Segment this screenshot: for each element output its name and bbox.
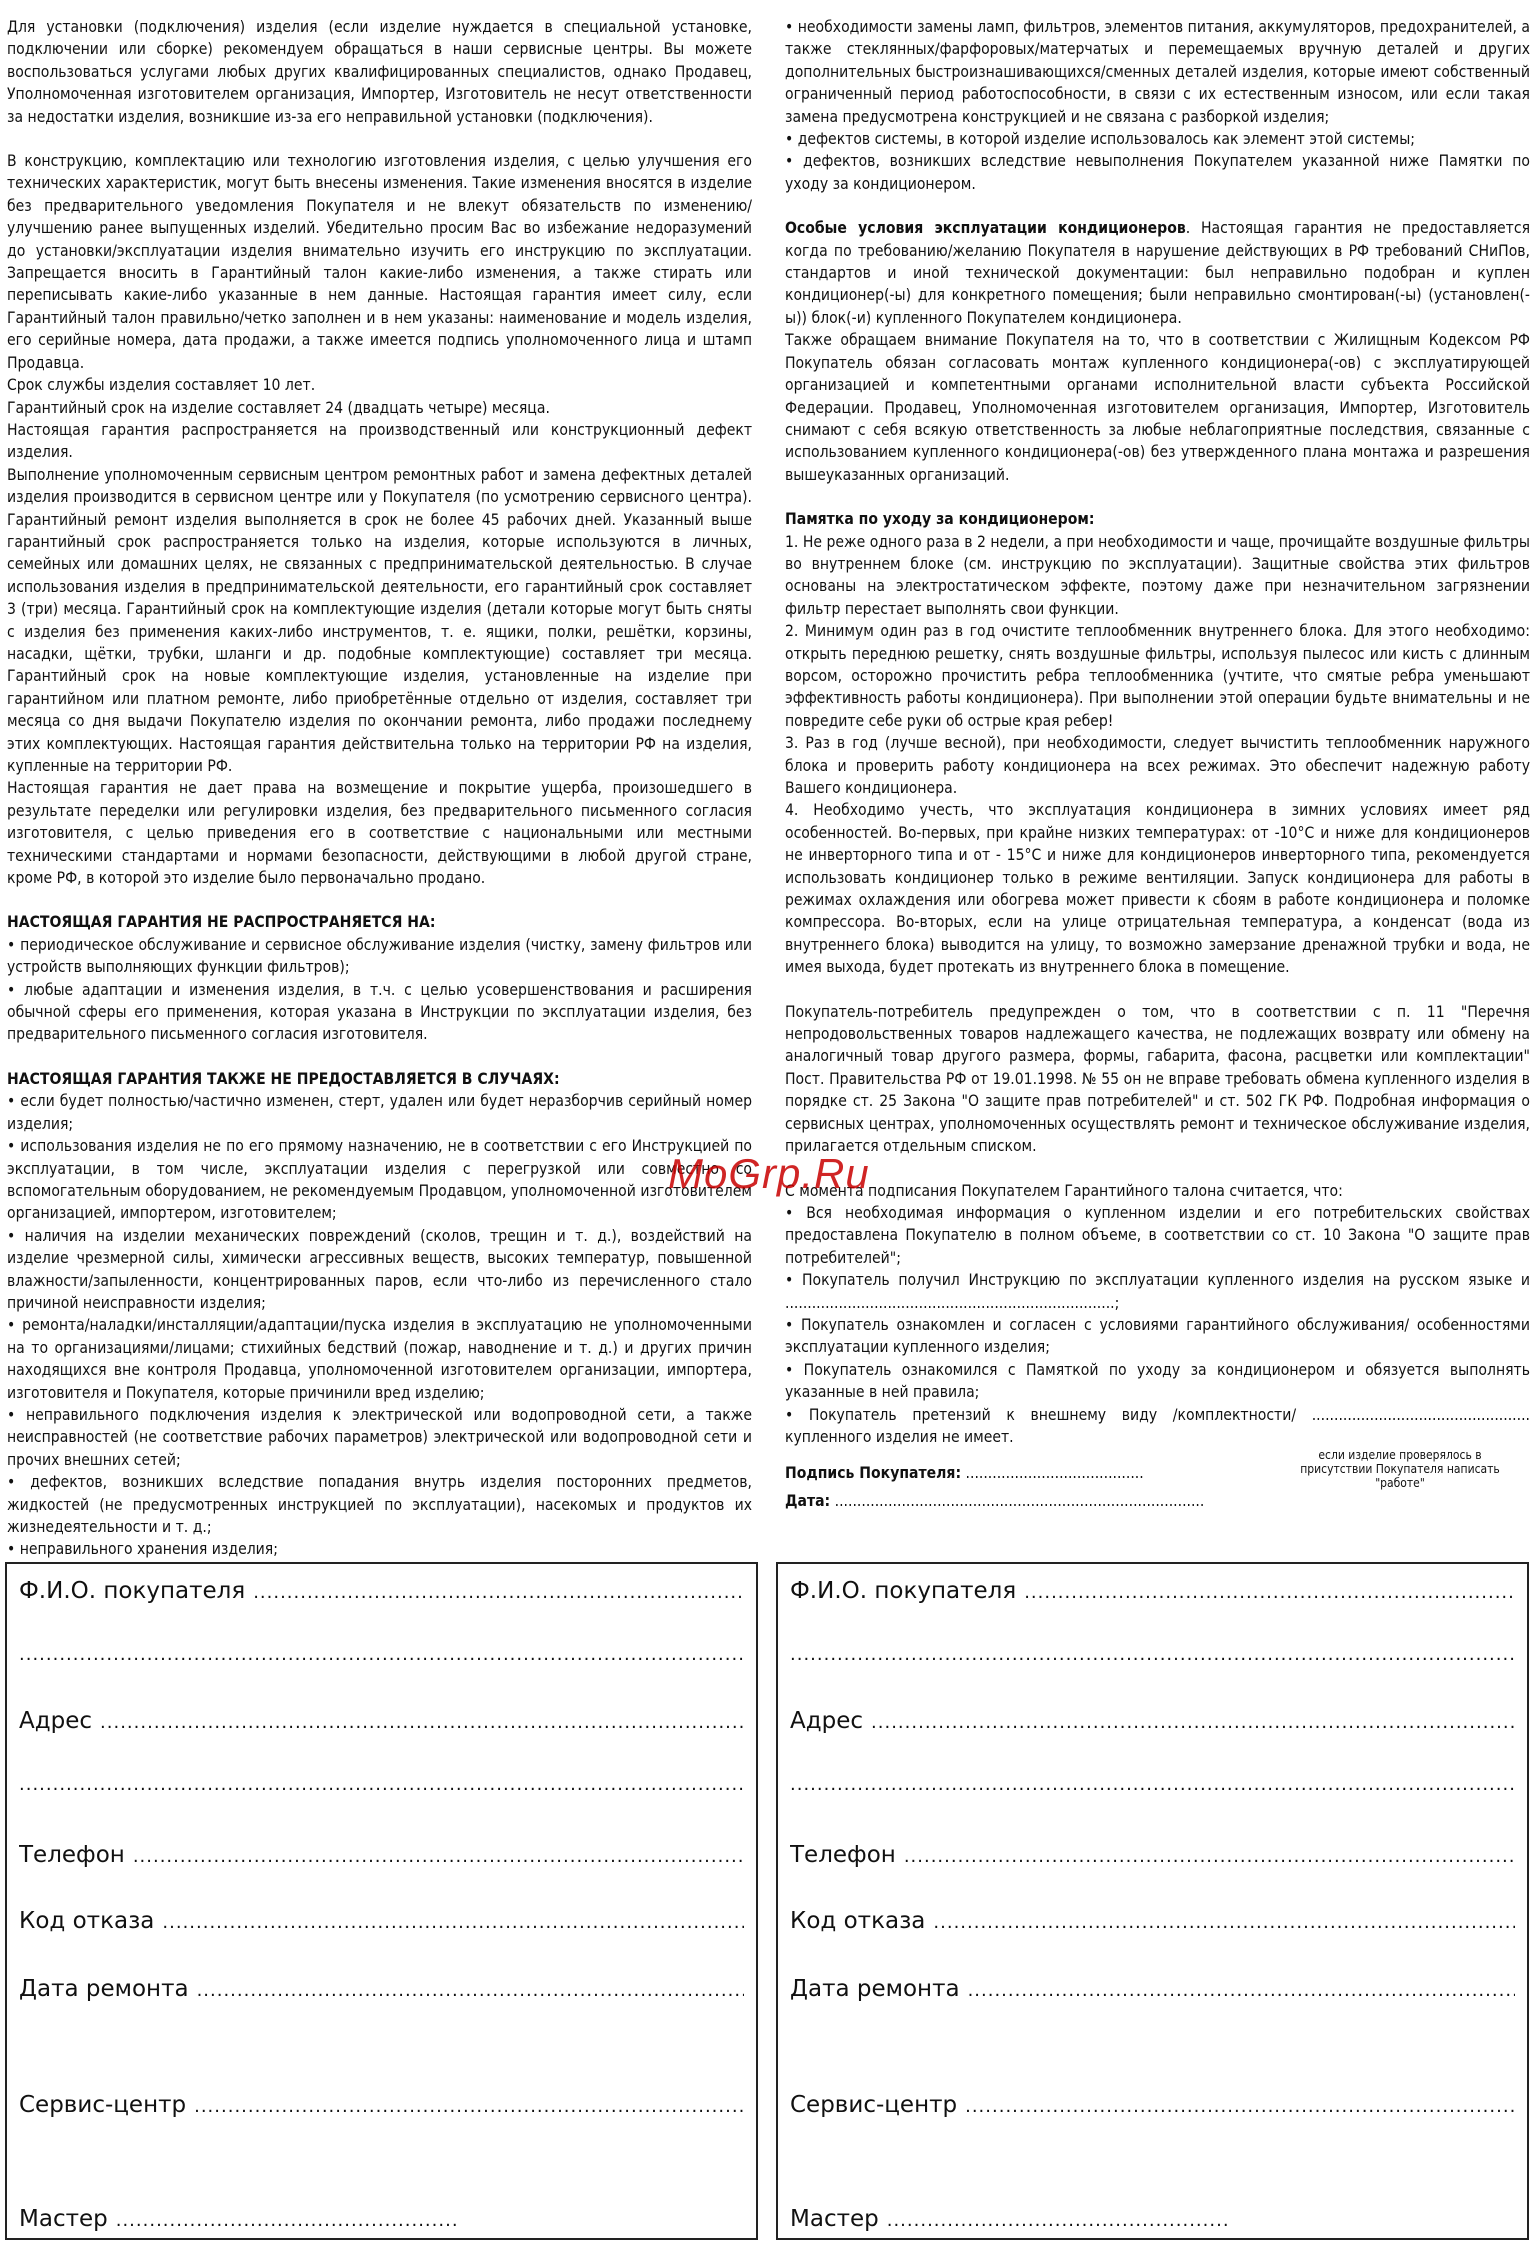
list-item: 2. Минимум один раз в год очистите теплообменник внутреннего блока. Для этого необходимо: открыть переднюю решетку, снять воздушные фильтры, используя пылесос или кисть с длинным ворсом, осторожно прочистить ребра теплообменника (учтите, что смятые ребра уменьшают эффективность работы кондиционера). При выполнении этой операции будьте внимательны и не повредите себе руки об острые края ребер! xyxy=(785,622,1530,730)
signature-line[interactable] xyxy=(785,1462,1144,1484)
paragraph: Гарантийный срок на изделие составляет 24 (двадцать четыре) месяца. xyxy=(7,398,550,417)
fault-code-field[interactable] xyxy=(19,1908,744,1934)
paragraph: Настоящая гарантия не дает права на возмещение и покрытие ущерба, произошедшего в результате переделки или регулировки изделия, без предварительного письменного согласия изготовителя, с целью приведения его в соответствие с национальными или местными техническими стандартами и нормами безопасности, действующими в любой другой стране, кроме РФ, в которой это изделие было первоначально продано. xyxy=(7,779,752,888)
paragraph: Покупатель-потребитель предупрежден о том, что в соответствии с п. 11 "Перечня непродовольственных товаров надлежащего качества, не подлежащих возврату или обмену на аналогичный товар другого размера, формы, габарита, фасона, расцветки или комплектации" Пост. Правительства РФ от 19.01.1998. № 55 он не вправе требовать обмена купленного изделия в порядке ст. 25 Закона "О защите прав потребителей" и ст. 502 ГК РФ. Подробная информация о сервисных центрах, уполномоченных осуществлять ремонт и техническое обслуживание изделия, прилагается отдельным списком. xyxy=(785,1002,1530,1156)
repair-date-field[interactable] xyxy=(19,1976,744,2002)
field-label: Ф.И.О. покупателя xyxy=(790,1578,1017,1604)
service-center-field[interactable] xyxy=(19,2092,744,2118)
list-item: • Покупатель ознакомился с Памяткой по уходу за кондиционером и обязуется выполнять указанные в ней правила; xyxy=(785,1360,1530,1402)
paragraph xyxy=(785,217,1530,329)
field-dots xyxy=(790,1774,1515,1795)
field-dots xyxy=(197,1980,744,2001)
field-label: Код отказа xyxy=(790,1908,926,1934)
list-item: • дефектов, возникших вследствие попадания внутрь изделия посторонних предметов, жидкостей (не предусмотренных инструкцией по эксплуатации), насекомых и продуктов их жизнедеятельности и т. д.; xyxy=(7,1473,752,1536)
paragraph: Для установки (подключения) изделия (если изделие нуждается в специальной установке, подключении или сборке) рекомендуем обращаться в наши сервисные центры. Вы можете воспользоваться услугами любых других квалифицированных специалистов, однако Продавец, Уполномоченная изготовителем организация, Импортер, Изготовитель не несут ответственности за недостатки изделия, возникшие из-за его неправильной установки (подключения). xyxy=(7,18,752,126)
field-dots xyxy=(162,1912,744,1933)
signature-label: Подпись Покупателя: xyxy=(785,1464,962,1483)
list-item: • если будет полностью/частично изменен, стерт, удален или будет неразборчив серийный номер изделия; xyxy=(7,1092,752,1133)
field-label: Дата ремонта xyxy=(790,1976,960,2002)
master-field[interactable] xyxy=(19,2206,744,2232)
signature-note: если изделие проверялось в присутствии Покупателя написать "работе" xyxy=(1300,1448,1500,1491)
left-text-column xyxy=(7,16,752,1561)
right-text-column xyxy=(785,16,1530,1513)
section-heading: НАСТОЯЩАЯ ГАРАНТИЯ ТАКЖЕ НЕ ПРЕДОСТАВЛЯЕТСЯ В СЛУЧАЯХ: xyxy=(7,1069,560,1088)
list-item: • дефектов системы, в которой изделие использовалось как элемент этой системы; xyxy=(785,130,1416,149)
fault-code-field[interactable] xyxy=(790,1908,1515,1934)
phone-field[interactable] xyxy=(790,1842,1515,1868)
list-item: • Покупатель ознакомлен и согласен с условиями гарантийного обслуживания/ особенностями эксплуатации купленного изделия; xyxy=(785,1315,1530,1357)
paragraph: Настоящая гарантия распространяется на производственный или конструкционный дефект изделия. xyxy=(7,420,752,462)
field-label: Мастер xyxy=(790,2206,879,2232)
field-dots xyxy=(19,1644,744,1665)
field-label: Телефон xyxy=(790,1842,896,1868)
field-dots xyxy=(887,2210,1227,2231)
field-dots xyxy=(871,1712,1515,1733)
section-heading: Памятка по уходу за кондиционером: xyxy=(785,510,1095,529)
paragraph: Также обращаем внимание Покупателя на то, что в соответствии с Жилищным Кодексом РФ Покупатель обязан согласовать монтаж купленного кондиционера(-ов) с эксплуатирующей организацией и компетентными органами исполнительной власти субъекта Российской Федерации. Продавец, Уполномоченная изготовителем организация, Импортер, Изготовитель снимают с себя всякую ответственность за любые неблагоприятные последствия, связанные с использованием купленного кондиционера(-ов) без утвержденного плана монтажа и разрешения вышеуказанных организаций. xyxy=(785,331,1530,484)
field-label: Ф.И.О. покупателя xyxy=(19,1578,246,1604)
field-dots xyxy=(253,1582,744,1603)
watermark: MoGrp.Ru xyxy=(668,1150,870,1197)
signature-row xyxy=(785,1448,1530,1491)
field-label: Мастер xyxy=(19,2206,108,2232)
paragraph: Срок службы изделия составляет 10 лет. xyxy=(7,376,316,395)
inline-heading: Особые условия эксплуатации кондиционеров xyxy=(785,219,1186,238)
list-item: • Вся необходимая информация о купленном изделии и его потребительских свойствах предоставлена Покупателю в полном объеме, в соответствии со ст. 10 Закона "О защите прав потребителей"; xyxy=(785,1203,1530,1267)
field-label: Код отказа xyxy=(19,1908,155,1934)
address-field[interactable] xyxy=(19,1708,744,1734)
field-label: Дата ремонта xyxy=(19,1976,189,2002)
service-center-field[interactable] xyxy=(790,2092,1515,2118)
repair-date-field[interactable] xyxy=(790,1976,1515,2002)
field-dots xyxy=(933,1912,1515,1933)
date-dots: ................................................................................... xyxy=(834,1492,1205,1511)
list-item: 4. Необходимо учесть, что эксплуатация кондиционера в зимних условиях имеет ряд особенностей. Во-первых, при крайне низких температурах: от -10°С и ниже для кондиционеров не инверторного типа и от - 15°С и ниже для кондиционеров инверторного типа, рекомендуется использовать кондиционер только в режиме вентиляции. Запуск кондиционера для работы в режимах охлаждения или обогрева может привести к сбоям в работе кондиционера и поломке компрессора. Во-вторых, если на улице отрицательная температура, а конденсат (вода из внутреннего блока) выводится на улицу, то возможно замерзание дренажной трубки и вода, не имея выхода, будет протекать из внутреннего блока в помещение. xyxy=(785,801,1530,977)
section-heading: НАСТОЯЩАЯ ГАРАНТИЯ НЕ РАСПРОСТРАНЯЕТСЯ НА: xyxy=(7,913,436,932)
repair-card-right xyxy=(776,1562,1529,2240)
field-label: Адрес xyxy=(790,1708,864,1734)
list-item: • периодическое обслуживание и сервисное обслуживание изделия (чистку, замену фильтров или устройств выполняющих функции фильтров); xyxy=(7,935,752,977)
field-dots xyxy=(790,1644,1515,1665)
field-label: Телефон xyxy=(19,1842,125,1868)
signature-dots: ........................................ xyxy=(965,1464,1144,1483)
list-item: • Покупатель получил Инструкцию по эксплуатации купленного изделия на русском языке и ..........................................................................; xyxy=(785,1271,1530,1312)
field-label: Сервис-центр xyxy=(790,2092,958,2118)
list-item: • неправильного подключения изделия к электрической или водопроводной сети, а также неисправностей (не соответствие рабочих параметров) электрической или водопроводной сети и прочих внешних сетей; xyxy=(7,1405,752,1469)
field-label: Сервис-центр xyxy=(19,2092,187,2118)
address-field-continued[interactable] xyxy=(19,1774,744,1795)
fio-field[interactable] xyxy=(19,1578,744,1604)
repair-card-left xyxy=(5,1562,758,2240)
list-item: 1. Не реже одного раза в 2 недели, а при необходимости и чаще, прочищайте воздушные фильтры во внутреннем блоке (см. инструкцию по эксплуатации). Защитные свойства этих фильтров основаны на электростатическом эффекте, поэтому даже при незначительном загрязнении фильтр перестает выполнять свои функции. xyxy=(785,532,1530,618)
field-dots xyxy=(133,1846,744,1867)
fio-field-continued[interactable] xyxy=(19,1644,744,1665)
paragraph: В конструкцию, комплектацию или технологию изготовления изделия, с целью улучшения его технических характеристик, могут быть внесены изменения. Такие изменения вносятся в изделие без предварительного уведомления Покупателя и не влекут обязательств по изменению/улучшению ранее выпущенных изделий. Убедительно просим Вас во избежание недоразумений до установки/эксплуатации изделия внимательно изучить его инструкцию по эксплуатации. Запрещается вносить в Гарантийный талон какие-либо изменения, а также стирать или переписывать какие-либо указанные в нем данные. Настоящая гарантия имеет силу, если Гарантийный талон правильно/четко заполнен и в нем указаны: наименование и модель изделия, его серийные номера, дата продажи, а также имеется подпись уполномоченного лица и штамп Продавца. xyxy=(7,152,752,372)
list-item: • ремонта/наладки/инсталляции/адаптации/пуска изделия в эксплуатацию не уполномоченными на то организациями/лицами; стихийных бедствий (пожар, наводнение и т. д.) и других причин находящихся вне контроля Продавца, уполномоченной изготовителем организации, импортера, изготовителя и Покупателя, которые причинили вред изделию; xyxy=(7,1316,752,1402)
paragraph: С момента подписания Покупателем Гарантийного талона считается, что: xyxy=(785,1181,1343,1200)
field-dots xyxy=(904,1846,1515,1867)
field-dots xyxy=(1024,1582,1515,1603)
field-dots xyxy=(100,1712,744,1733)
list-item: • использования изделия не по его прямому назначению, не в соответствии с его Инструкцией по эксплуатации, в том числе, эксплуатации изделия с перегрузкой или совместно со вспомогательным оборудованием, не рекомендуемым Продавцом, уполномоченной изготовителем организацией, импортером, изготовителем; xyxy=(7,1137,752,1223)
field-dots xyxy=(194,2096,744,2117)
address-field[interactable] xyxy=(790,1708,1515,1734)
paragraph: Выполнение уполномоченным сервисным центром ремонтных работ и замена дефектных деталей изделия производится в сервисном центре или у Покупателя (по усмотрению сервисного центра). Гарантийный ремонт изделия выполняется в срок не более 45 рабочих дней. Указанный выше гарантийный срок распространяется только на изделия, которые используются в личных, семейных или домашних целях, не связанных с предпринимательской деятельностью. В случае использования изделия в предпринимательской деятельности, его гарантийный срок составляет 3 (три) месяца. Гарантийный срок на комплектующие изделия (детали которые могут быть сняты с изделия без применения каких-либо инструментов, т. е. ящики, полки, решётки, корзины, насадки, щётки, трубки, шланги и др. подобные комплектующие) составляет три месяца. Гарантийный срок на новые комплектующие изделия, установленные на изделие при гарантийном или платном ремонте, либо приобретённые отдельно от изделия, составляет три месяца со дня выдачи Покупателю изделия по окончании ремонта, либо продажи последнему этих комплектующих. Настоящая гарантия действительна только на территории РФ на изделия, купленные на территории РФ. xyxy=(7,465,752,775)
address-field-continued[interactable] xyxy=(790,1774,1515,1795)
list-item: • Покупатель претензий к внешнему виду /комплектности/ ................................................. купленного изделия не имеет. xyxy=(785,1405,1530,1446)
list-item: • дефектов, возникших вследствие невыполнения Покупателем указанной ниже Памятки по уходу за кондиционером. xyxy=(785,152,1530,193)
paragraph-text: . Настоящая гарантия не предоставляется когда по требованию/желанию Покупателя в нарушение действующих в РФ требований СНиПов, стандартов и иной технической документации: был неправильно подобран и куплен кондиционер(-ы) для конкретного помещения; были неправильно смонтирован(-ы) (установлен(-ы)) блок(-и) купленного Покупателем кондиционера. xyxy=(785,219,1530,327)
date-label: Дата: xyxy=(785,1492,831,1511)
list-item: 3. Раз в год (лучше весной), при необходимости, следует вычистить теплообменник наружного блока и проверить работу кондиционера на всех режимах. Это обеспечит надежную работу Вашего кондиционера. xyxy=(785,734,1530,797)
phone-field[interactable] xyxy=(19,1842,744,1868)
fio-field-continued[interactable] xyxy=(790,1644,1515,1665)
field-dots xyxy=(19,1774,744,1795)
field-dots xyxy=(965,2096,1515,2117)
date-line[interactable] xyxy=(785,1490,1530,1512)
list-item: • любые адаптации и изменения изделия, в т.ч. с целью усовершенствования и расширения обычной сферы его применения, которая указана в Инструкции по эксплуатации изделия, без предварительного письменного согласия изготовителя. xyxy=(7,980,752,1044)
list-item: • наличия на изделии механических повреждений (сколов, трещин и т. д.), воздействий на изделие чрезмерной силы, химически агрессивных веществ, высоких температур, повышенной влажности/запыленности, концентрированных паров, если что-либо из перечисленного стало причиной неисправности изделия; xyxy=(7,1226,752,1312)
field-dots xyxy=(116,2210,456,2231)
list-item: • необходимости замены ламп, фильтров, элементов питания, аккумуляторов, предохранителей, а также стеклянных/фарфоровых/матерчатых и перемещаемых вручную деталей и других дополнительных быстроизнашивающихся/сменных деталей изделия, которые имеют собственный ограниченный период работоспособности, в связи с их естественным износом, или если такая замена предусмотрена конструкцией и не связана с разборкой изделия; xyxy=(785,18,1530,126)
list-item: • неправильного хранения изделия; xyxy=(7,1540,278,1559)
field-label: Адрес xyxy=(19,1708,93,1734)
field-dots xyxy=(968,1980,1515,2001)
master-field[interactable] xyxy=(790,2206,1515,2232)
fio-field[interactable] xyxy=(790,1578,1515,1604)
